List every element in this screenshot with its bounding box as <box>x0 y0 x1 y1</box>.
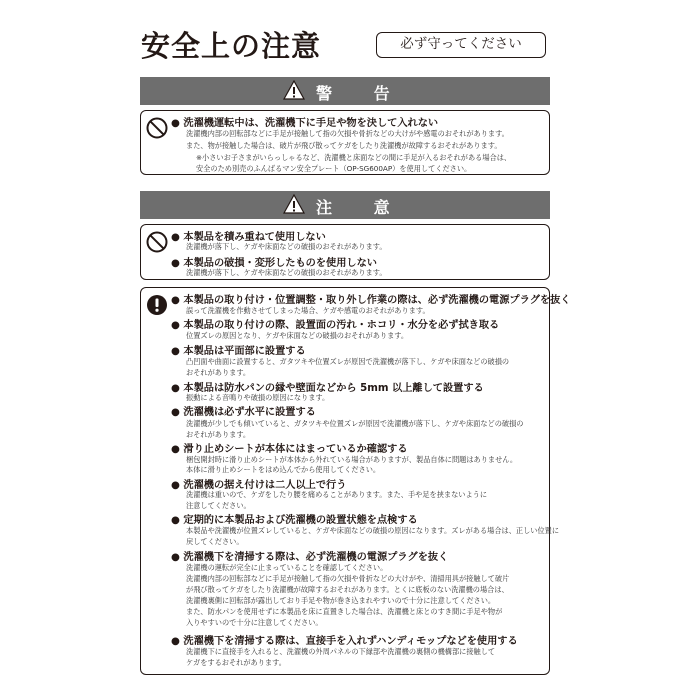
mandatory-box <box>140 287 571 675</box>
mandatory-item-line: 洗濯機裏側に回転部が露出しており手足や物が巻き込まれやすいので十分に注意してください。 <box>186 596 496 605</box>
prohibition-icon <box>146 231 168 253</box>
mandatory-item-line: 位置ズレの原因となり、ケガや床面などの破損のおそれがあります。 <box>186 331 409 340</box>
warning-note-line: 安全のため別売のふんばるマン安全プレート（OP-SG600AP）を使用してください。 <box>196 164 472 173</box>
mandatory-item-line: 誤って洗濯機を作動させてしまった場合、ケガや感電のおそれがあります。 <box>186 306 430 315</box>
mandatory-item-line: 注意してください。 <box>186 501 251 510</box>
mandatory-item-heading: ● 洗濯機下を清掃する際は、必ず洗濯機の電源プラグを抜く <box>171 552 449 563</box>
mandatory-item-line: 洗濯機の運転が完全に止まっていることを確認してください。 <box>186 563 388 572</box>
mandatory-item-line: 洗濯機が少しでも傾いていると、ガタツキや位置ズレが原因で洗濯機が落下し、ケガや床面などの破損の <box>186 419 524 428</box>
mandatory-item-heading: ● 洗濯機の据え付けは二人以上で行う <box>171 480 347 491</box>
mandatory-item-line: 洗濯機は重いので、ケガをしたり腰を痛めることがあります。また、手や足を挟まないように <box>186 490 488 499</box>
page-title: 安全上の注意 <box>141 29 322 63</box>
prohibition-box <box>140 224 550 280</box>
warning-triangle-icon <box>283 80 305 100</box>
prohibition-item-line: 洗濯機が落下し、ケガや床面などの破損のおそれがあります。 <box>186 268 387 277</box>
warning-box <box>140 110 550 175</box>
mandatory-item-heading: ● 本製品は防水パンの縁や壁面などから 5mm 以上離して設置する <box>171 383 484 394</box>
prohibition-icon <box>146 117 168 139</box>
mandatory-item-line: おそれがあります。 <box>186 368 251 377</box>
mandatory-item-heading: ● 洗濯機下を清掃する際は、直接手を入れずハンディモップなどを使用する <box>171 636 518 647</box>
mandatory-item-line: が飛び散ってケガをしたり洗濯機が故障するおそれがあります。とくに底板のない洗濯機の場合は、 <box>186 585 509 594</box>
mandatory-item-heading: ● 本製品の取り付け・位置調整・取り外し作業の際は、必ず洗濯機の電源プラグを抜く <box>171 295 571 306</box>
mandatory-item-line: 梱包開封時に滑り止めシートが本体から外れている場合がありますが、製品自体に問題はありません。 <box>186 455 518 464</box>
exclamation-icon <box>146 294 168 316</box>
mandatory-item-heading: ● 洗濯機は必ず水平に設置する <box>171 407 316 418</box>
mandatory-item-line: ケガをするおそれがあります。 <box>186 658 286 667</box>
caution-band <box>140 191 550 219</box>
prohibition-item-heading: ● 本製品の破損・変形したものを使用しない <box>171 258 377 269</box>
mandatory-item-heading: ● 本製品は平面部に設置する <box>171 346 306 357</box>
mandatory-item-line: 凸凹面や曲面に設置すると、ガタツキや位置ズレが原因で洗濯機が落下し、ケガや床面などの破損の <box>186 357 510 366</box>
warning-heading: ● 洗濯機運転中は、洗濯機下に手足や物を決して入れない <box>171 118 439 129</box>
must-follow-badge: 必ず守ってください <box>376 32 546 58</box>
mandatory-item-heading: ● 定期的に本製品および洗濯機の設置状態を点検する <box>171 515 418 526</box>
warning-band <box>140 77 550 105</box>
mandatory-item-heading: ● 本製品の取り付けの際、設置面の汚れ・ホコリ・水分を必ず拭き取る <box>171 320 500 331</box>
mandatory-item-line: また、防水パンを使用せずに本製品を床に直置きした場合は、洗濯機と床とのすき間に手足や物が <box>186 607 503 616</box>
mandatory-item-line: 本製品や洗濯機が位置ズレしていると、ケガや床面などの破損の原因になります。ズレがある場合は、正しい位置に <box>186 526 560 535</box>
prohibition-item-heading: ● 本製品を積み重ねて使用しない <box>171 232 326 243</box>
warning-line: また、物が接触した場合は、破片が飛び散ってケガをしたり洗濯機が故障するおそれがあります。 <box>186 141 502 150</box>
mandatory-item-line: 本体に滑り止めシートをはめ込んでから使用してください。 <box>186 465 381 474</box>
warning-band-label: 警 告 <box>316 84 408 103</box>
mandatory-item-line: 入りやすいので十分に注意してください。 <box>186 618 323 627</box>
mandatory-item-line: 振動による音鳴りや破損の原因になります。 <box>186 393 330 402</box>
warning-note-line: ※小さいお子さまがいらっしゃるなど、洗濯機と床面などの間に手足が入るおそれがある場合は、 <box>196 153 512 162</box>
mandatory-item-line: おそれがあります。 <box>186 430 251 439</box>
mandatory-item-line: 洗濯機内部の回転部などに手足が接触して指の欠損や骨折などの大けがや、清掃用具が接触して破片 <box>186 574 510 583</box>
caution-band-label: 注 意 <box>316 198 408 217</box>
warning-line: 洗濯機内部の回転部などに手足が接触して指の欠損や骨折などの大けがや感電のおそれがあります。 <box>186 129 509 138</box>
mandatory-item-line: 洗濯機下に直接手を入れると、洗濯機の外周パネルの下縁部や洗濯機の裏側の機構部に接触して <box>186 647 496 656</box>
warning-triangle-icon <box>283 194 305 214</box>
prohibition-item-line: 洗濯機が落下し、ケガや床面などの破損のおそれがあります。 <box>186 242 387 251</box>
mandatory-item-line: 戻してください。 <box>186 537 244 546</box>
mandatory-item-heading: ● 滑り止めシートが本体にはまっているか確認する <box>171 444 408 455</box>
